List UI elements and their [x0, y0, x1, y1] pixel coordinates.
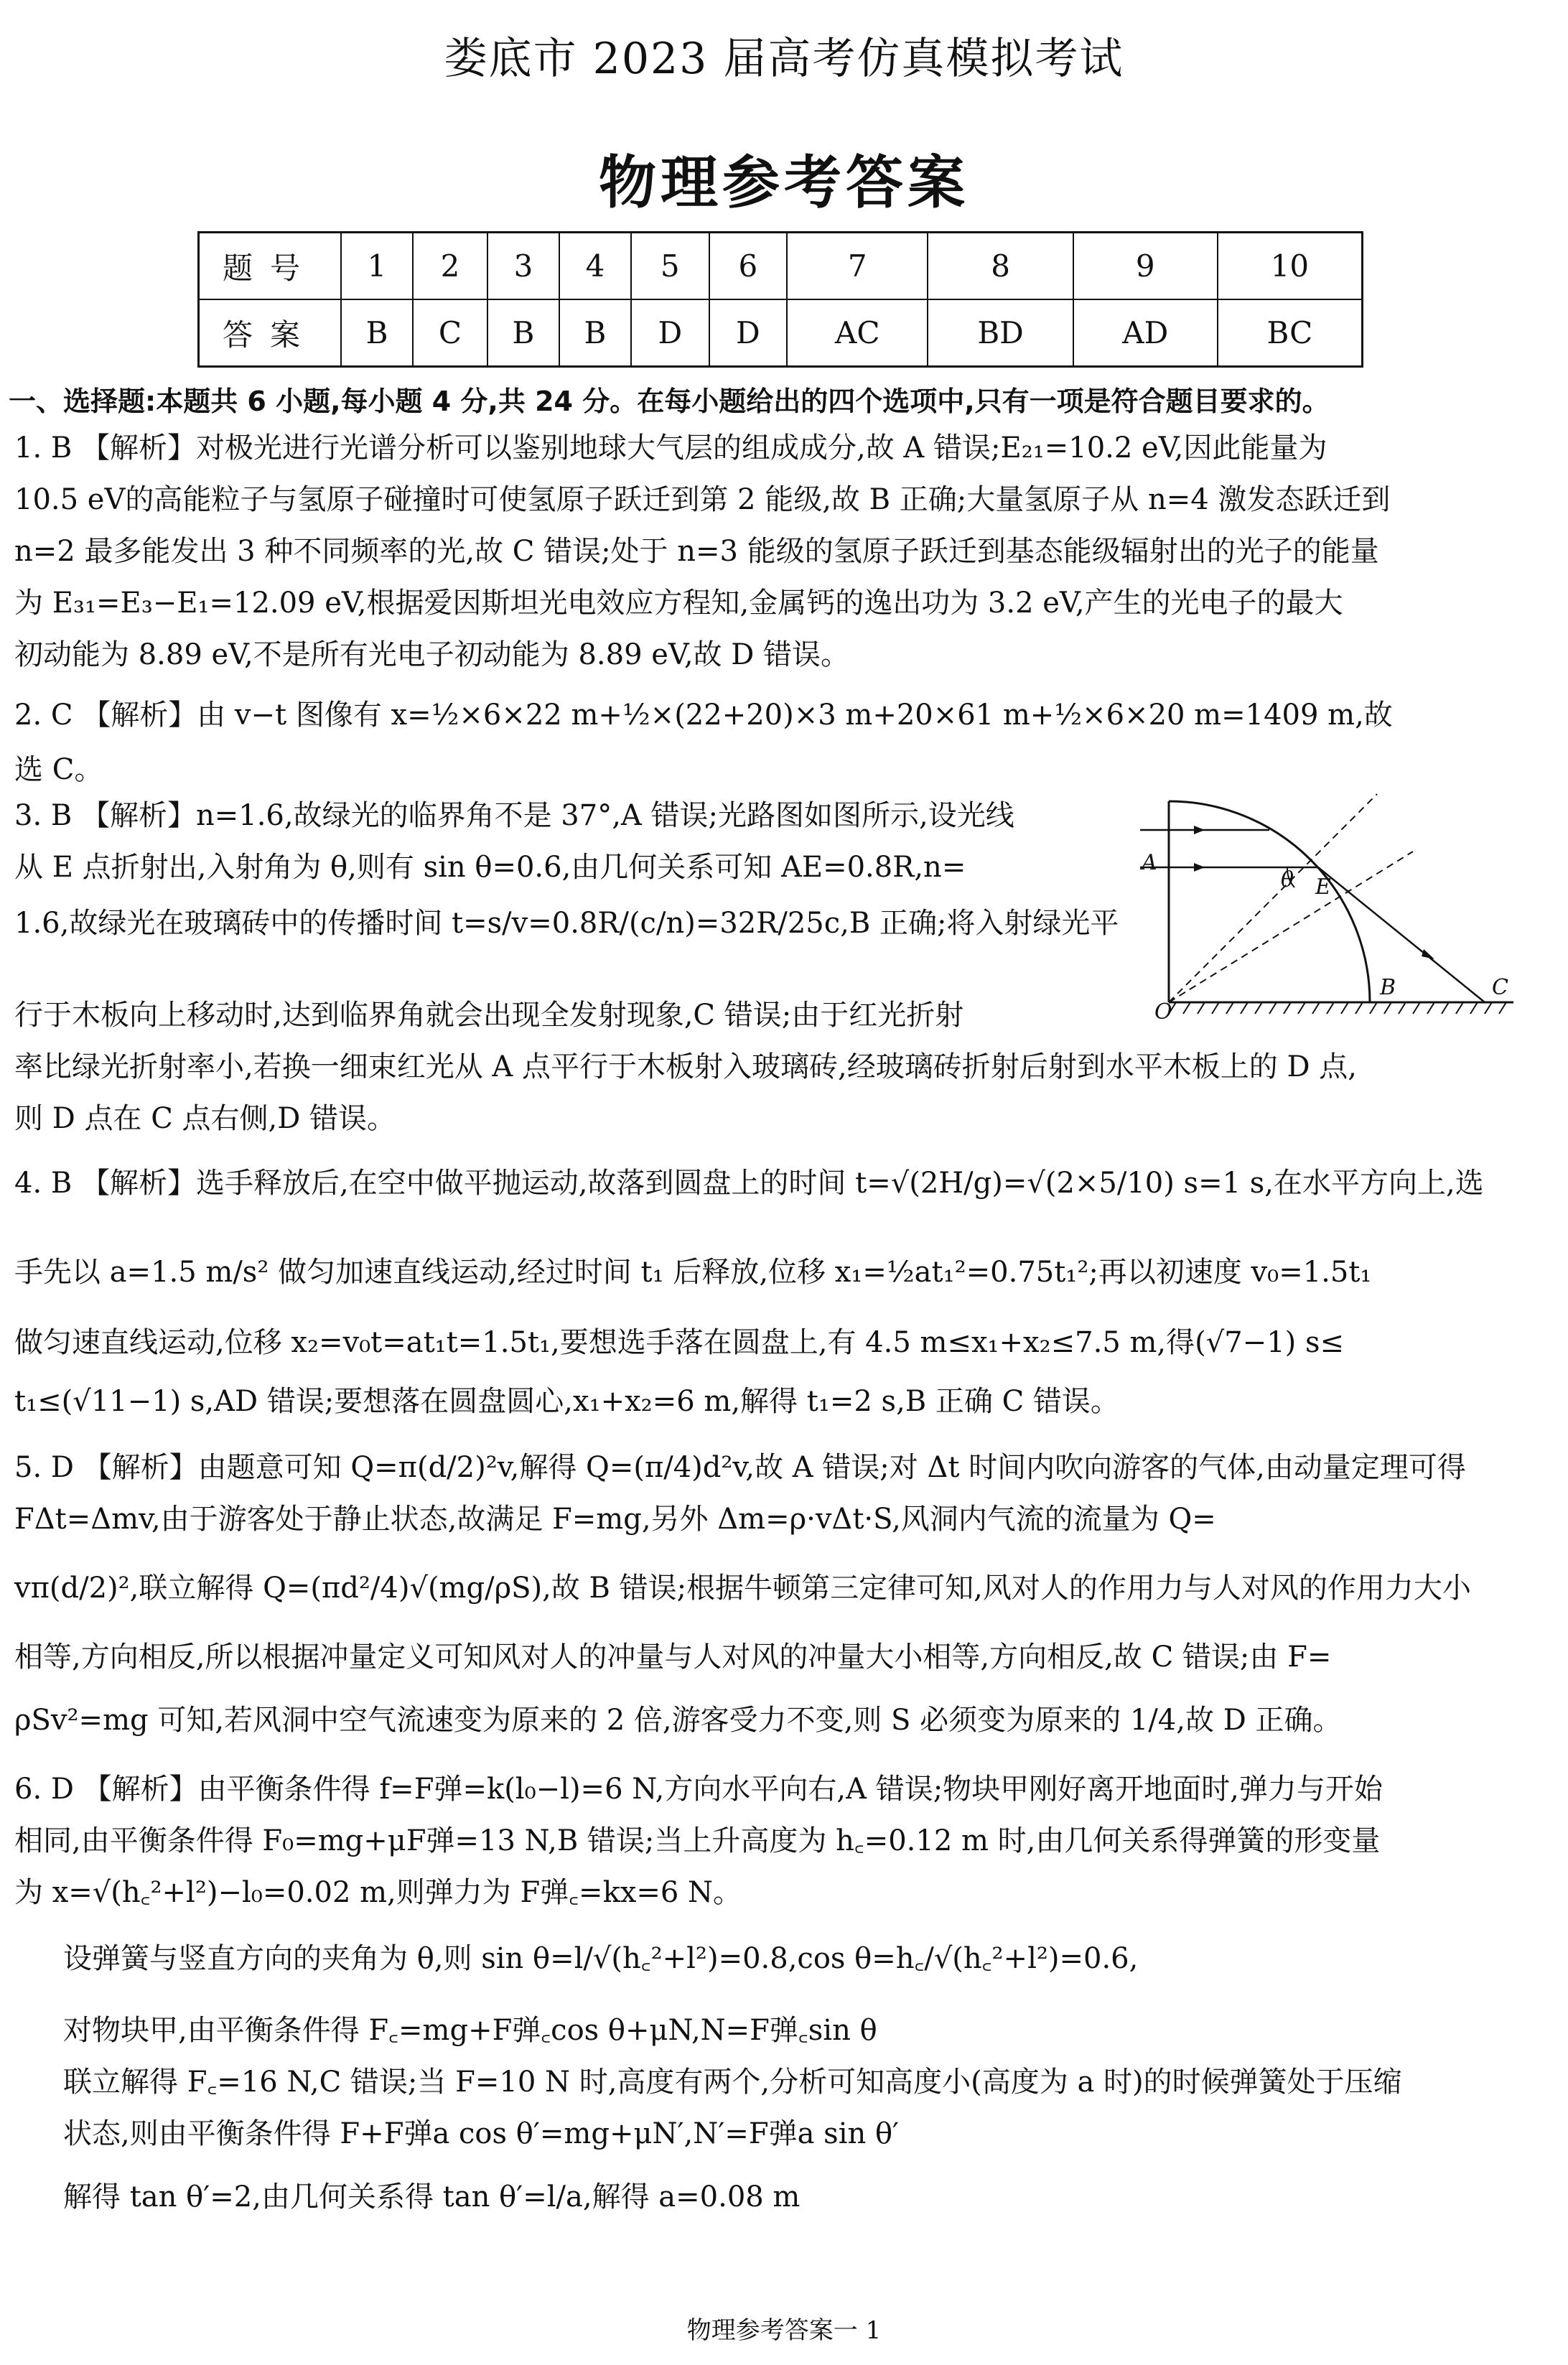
- q3-line: 3. B 【解析】n=1.6,故绿光的临界角不是 37°,A 错误;光路图如图所示,设光线: [14, 799, 1014, 832]
- q6-line: 6. D 【解析】由平衡条件得 f=F弹=k(l₀−l)=6 N,方向水平向右,A 错误;物块甲刚好离开地面时,弹力与开始: [14, 1773, 1383, 1806]
- q1-line: 为 E₃₁=E₃−E₁=12.09 eV,根据爱因斯坦光电效应方程知,金属钙的逸出功为 3.2 eV,产生的光电子的最大: [14, 587, 1343, 620]
- q6-line: 联立解得 F꜀=16 N,C 错误;当 F=10 N 时,高度有两个,分析可知高度小(高度为 a 时)的时候弹簧处于压缩: [63, 2066, 1402, 2099]
- q4-line: 手先以 a=1.5 m/s² 做匀加速直线运动,经过时间 t₁ 后释放,位移 x₁=½at₁²=0.75t₁²;再以初速度 v₀=1.5t₁: [14, 1256, 1372, 1289]
- answer-cell: C: [413, 299, 487, 367]
- label-theta: θ: [1281, 867, 1294, 892]
- label-o: O: [1154, 999, 1172, 1025]
- q1-line: 10.5 eV的高能粒子与氢原子碰撞时可使氢原子跃迁到第 2 能级,故 B 正确;大量氢原子从 n=4 激发态跃迁到: [14, 483, 1391, 516]
- q6-line: 解得 tan θ′=2,由几何关系得 tan θ′=l/a,解得 a=0.08 m: [63, 2180, 801, 2214]
- q2-line: 2. C 【解析】由 v−t 图像有 x=½×6×22 m+½×(22+20)×3 m+20×61 m+½×6×20 m=1409 m,故: [14, 699, 1393, 732]
- answer-table: [197, 231, 1363, 368]
- q5-line: FΔt=Δmv,由于游客处于静止状态,故满足 F=mg,另外 Δm=ρ·vΔt·S,风洞内气流的流量为 Q=: [14, 1503, 1216, 1536]
- q1-line: n=2 最多能发出 3 种不同频率的光,故 C 错误;处于 n=3 能级的氢原子跃迁到基态能级辐射出的光子的能量: [14, 535, 1379, 568]
- answer-row: [199, 299, 1363, 367]
- answer-cell: AD: [1073, 299, 1218, 367]
- answer-cell: D: [709, 299, 788, 367]
- q6-line: 为 x=√(h꜀²+l²)−l₀=0.02 m,则弹力为 F弹꜀=kx=6 N。: [14, 1876, 742, 1909]
- number-header: 题号: [199, 233, 342, 300]
- q3-line: 行于木板向上移动时,达到临界角就会出现全发射现象,C 错误;由于红光折射: [14, 999, 964, 1032]
- question-number: 1: [341, 233, 413, 300]
- light-path-diagram: [1140, 787, 1535, 1028]
- question-number: 2: [413, 233, 487, 300]
- answer-cell: B: [341, 299, 413, 367]
- question-number: 7: [787, 233, 928, 300]
- answer-cell: BD: [928, 299, 1073, 367]
- answer-header: 答案: [199, 299, 342, 367]
- q3-line: 从 E 点折射出,入射角为 θ,则有 sin θ=0.6,由几何关系可知 AE=0.8R,n=: [14, 851, 966, 884]
- answer-cell: D: [631, 299, 709, 367]
- q3-line: 率比绿光折射率小,若换一细束红光从 A 点平行于木板射入玻璃砖,经玻璃砖折射后射到水平木板上的 D 点,: [14, 1050, 1357, 1083]
- exam-title: 娄底市 2023 届高考仿真模拟考试: [444, 34, 1124, 84]
- question-number: 6: [709, 233, 788, 300]
- subject-title: 物理参考答案: [599, 149, 969, 216]
- q1-line: 初动能为 8.89 eV,不是所有光电子初动能为 8.89 eV,故 D 错误。: [14, 638, 850, 671]
- question-number: 3: [487, 233, 559, 300]
- q4-line: t₁≤(√11−1) s,AD 错误;要想落在圆盘圆心,x₁+x₂=6 m,解得 t₁=2 s,B 正确 C 错误。: [14, 1385, 1119, 1418]
- q5-line: vπ(d/2)²,联立解得 Q=(πd²/4)√(mg/ρS),故 B 错误;根据牛顿第三定律可知,风对人的作用力与人对风的作用力大小: [14, 1572, 1471, 1605]
- q6-line: 状态,则由平衡条件得 F+F弹a cos θ′=mg+μN′,N′=F弹a sin θ′: [63, 2117, 900, 2150]
- question-number: 4: [559, 233, 631, 300]
- q6-line: 相同,由平衡条件得 F₀=mg+μF弹=13 N,B 错误;当上升高度为 h꜀=0.12 m 时,由几何关系得弹簧的形变量: [14, 1824, 1381, 1857]
- q5-line: 相等,方向相反,所以根据冲量定义可知风对人的冲量与人对风的冲量大小相等,方向相反,故 C 错误;由 F=: [14, 1641, 1332, 1674]
- question-number: 5: [631, 233, 709, 300]
- q1-line: 1. B 【解析】对极光进行光谱分析可以鉴别地球大气层的组成成分,故 A 错误;E₂₁=10.2 eV,因此能量为: [14, 432, 1327, 465]
- answer-cell: B: [487, 299, 559, 367]
- label-c: C: [1492, 975, 1508, 1000]
- label-b: B: [1380, 975, 1396, 1000]
- answer-cell: B: [559, 299, 631, 367]
- number-row: [199, 233, 1363, 300]
- page-footer: 物理参考答案一 1: [686, 2316, 882, 2345]
- question-number: 9: [1073, 233, 1218, 300]
- q3-line: 则 D 点在 C 点右侧,D 错误。: [14, 1102, 396, 1135]
- q3-line: 1.6,故绿光在玻璃砖中的传播时间 t=s/v=0.8R/(c/n)=32R/25c,B 正确;将入射绿光平: [14, 907, 1119, 940]
- q2-line: 选 C。: [14, 753, 103, 786]
- label-a: A: [1142, 850, 1157, 875]
- label-e: E: [1315, 874, 1331, 900]
- q4-line: 做匀速直线运动,位移 x₂=v₀t=at₁t=1.5t₁,要想选手落在圆盘上,有 4.5 m≤x₁+x₂≤7.5 m,得(√7−1) s≤: [14, 1326, 1345, 1359]
- section-heading: 一、选择题:本题共 6 小题,每小题 4 分,共 24 分。在每小题给出的四个选项中,只有一项是符合题目要求的。: [9, 386, 1330, 417]
- q4-line: 4. B 【解析】选手释放后,在空中做平抛运动,故落到圆盘上的时间 t=√(2H/g)=√(2×5/10) s=1 s,在水平方向上,选: [14, 1167, 1484, 1200]
- answer-cell: AC: [787, 299, 928, 367]
- question-number: 8: [928, 233, 1073, 300]
- q6-line: 设弹簧与竖直方向的夹角为 θ,则 sin θ=l/√(h꜀²+l²)=0.8,cos θ=h꜀/√(h꜀²+l²)=0.6,: [63, 1942, 1139, 1975]
- light-path-figure: [1140, 787, 1535, 1028]
- question-number: 10: [1218, 233, 1363, 300]
- q5-line: 5. D 【解析】由题意可知 Q=π(d/2)²v,解得 Q=(π/4)d²v,故 A 错误;对 Δt 时间内吹向游客的气体,由动量定理可得: [14, 1451, 1466, 1484]
- answer-cell: BC: [1218, 299, 1363, 367]
- q5-line: ρSv²=mg 可知,若风洞中空气流速变为原来的 2 倍,游客受力不变,则 S 必须变为原来的 1/4,故 D 正确。: [14, 1704, 1342, 1737]
- q6-line: 对物块甲,由平衡条件得 F꜀=mg+F弹꜀cos θ+μN,N=F弹꜀sin θ: [63, 2014, 877, 2047]
